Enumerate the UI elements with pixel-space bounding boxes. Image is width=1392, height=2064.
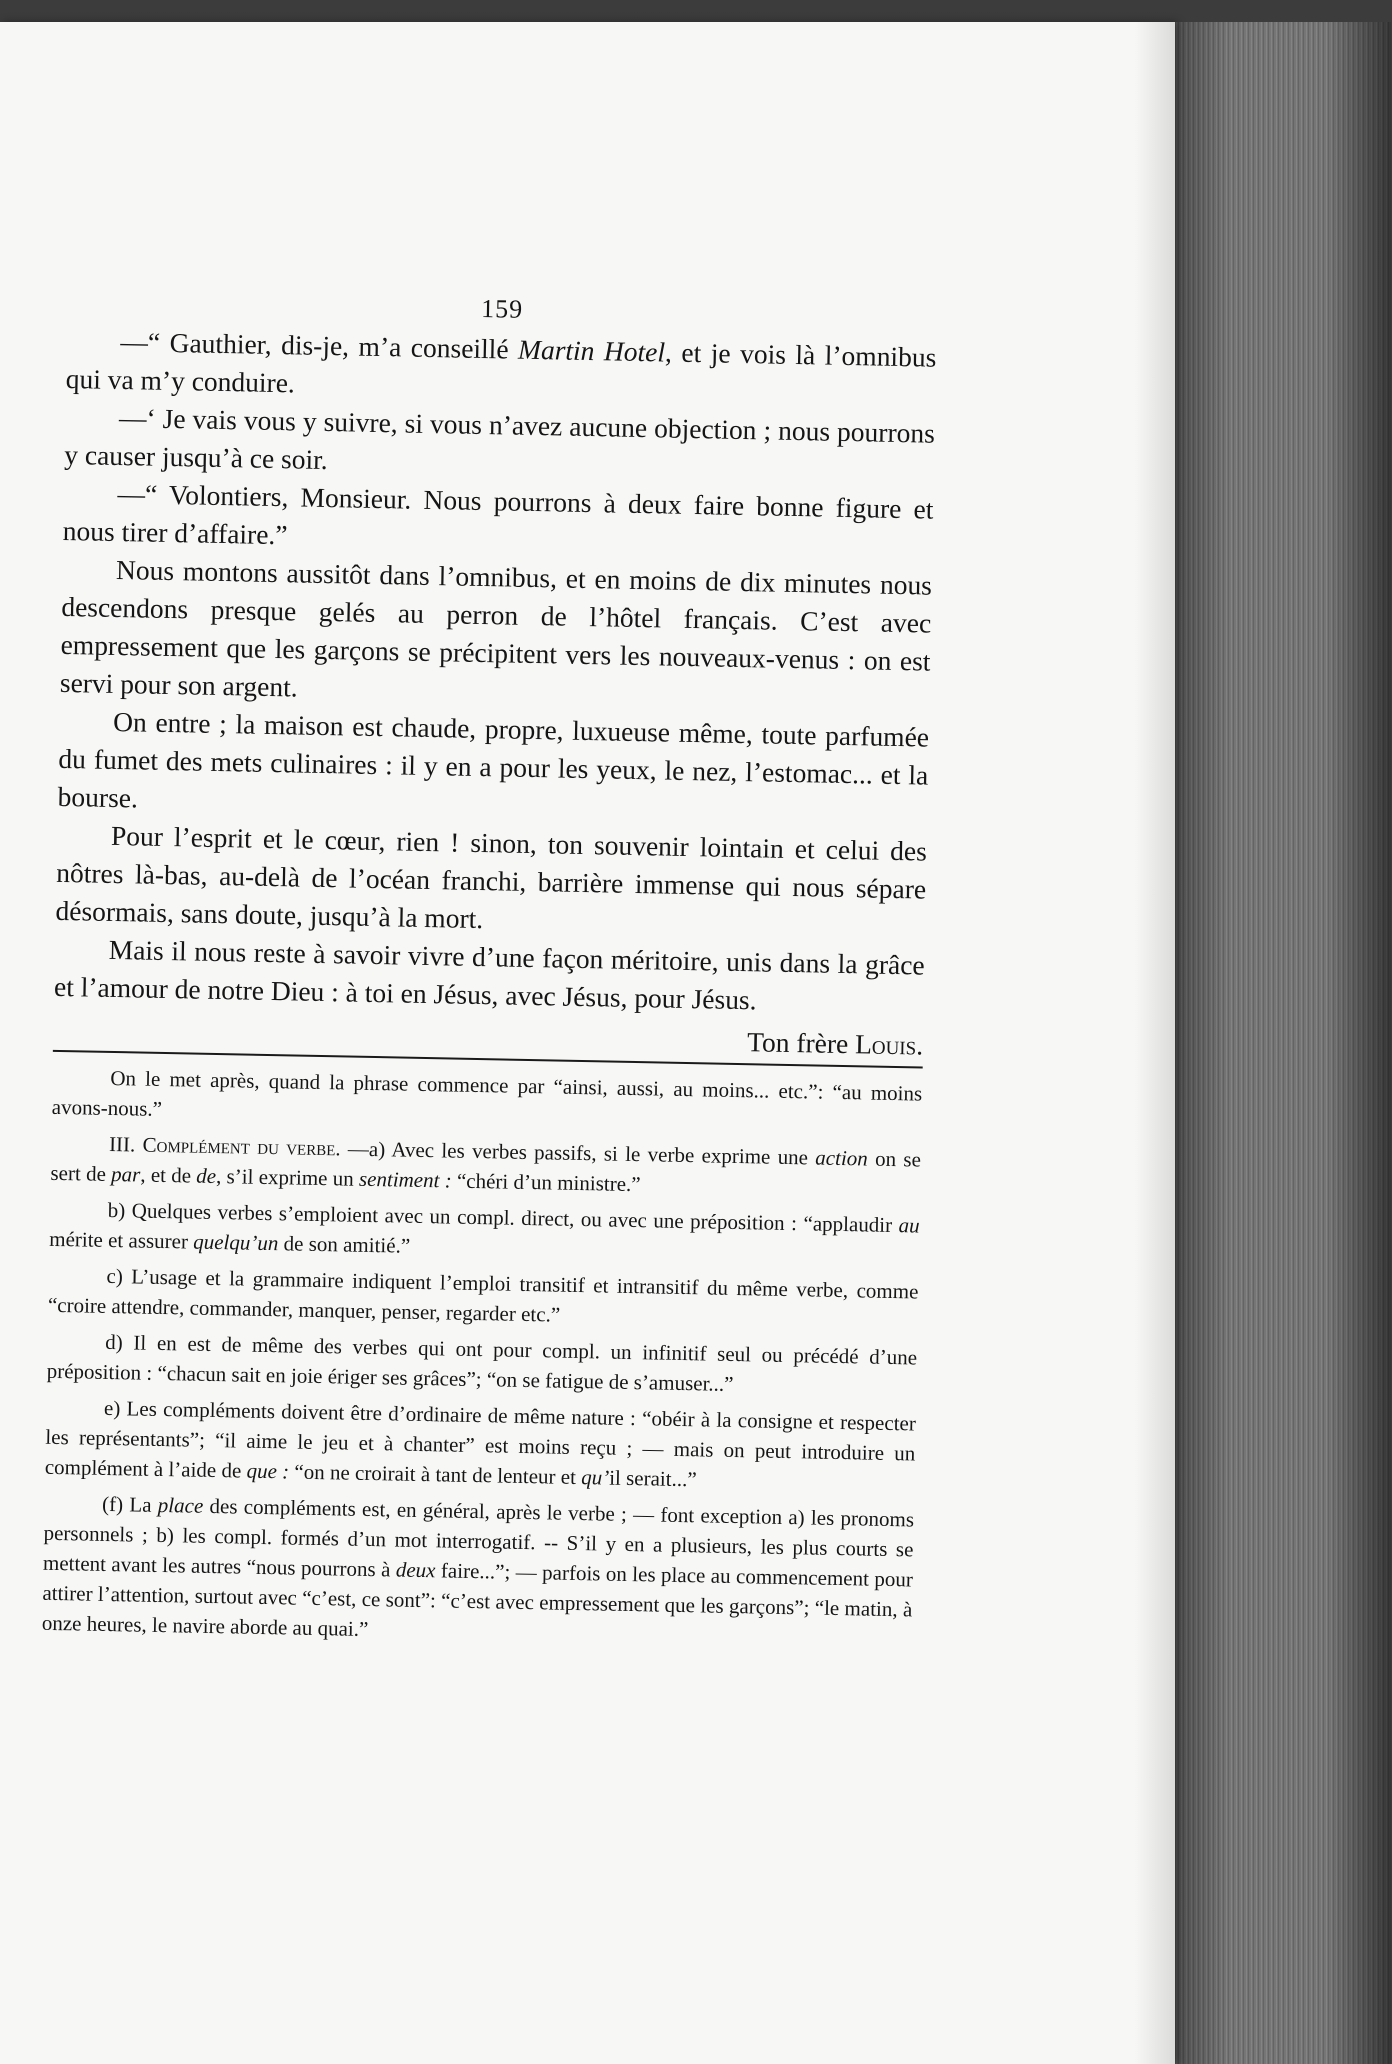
text-run: e) Les compléments doivent être d’ordinaire de même nature : “obéir à la consigne et respecter les représentants”; “il aime le jeu et à chanter” est moins reçu ; — mais on peut introduire un complément à l’aide de [44, 1395, 917, 1483]
note-paragraph-1 [51, 1062, 922, 1139]
text-run: III. [108, 1131, 143, 1157]
book-page [0, 22, 1175, 2064]
text-run: c) L’usage et la grammaire indiquent l’emploi transitif et intransitif du même verbe, comme “croire attendre, commander, manquer, penser, regarder etc.” [47, 1263, 919, 1327]
signature-prefix: Ton frère [746, 1026, 856, 1060]
page-number: 159 [480, 293, 524, 324]
text-run: , et de [140, 1162, 197, 1188]
text-run: d) Il en est de même des verbes qui ont pour compl. un infinitif seul ou précédé d’une préposition : “chacun sait en joie ériger ses grâces”; “on se fatigue de s’amuser...” [46, 1329, 918, 1396]
text-run: b) Quelques verbes s’emploient avec un compl. direct, ou avec une préposition : “applaudir [107, 1197, 899, 1238]
text-run: On le met après, quand la phrase commence par “ainsi, aussi, au moins... etc.”: “au moins avons-nous.” [51, 1065, 923, 1121]
text-run: On entre ; la maison est chaude, propre, luxueuse même, toute parfumée du fumet des mets culinaires : il y en a pour les yeux, le nez, l’estomac... et la bourse. [57, 705, 930, 814]
text-run: “on ne croirait à tant de lenteur et [288, 1459, 582, 1490]
letter-paragraph-5 [57, 702, 929, 833]
text-run: Mais il nous reste à savoir vivre d’une façon méritoire, unis dans la grâce et l’amour de notre Dieu : à toi en Jésus, avec Jésus, pour Jésus. [53, 933, 925, 1016]
italic-text: Martin Hotel [517, 333, 666, 368]
text-run: —“ Gauthier, dis-je, m’a conseillé [120, 326, 519, 365]
text-run: —a) Avec les verbes passifs, si le verbe exprime une [340, 1136, 816, 1170]
letter-paragraph-7 [54, 930, 925, 1023]
note-paragraph-7 [42, 1488, 915, 1655]
page-content [42, 262, 938, 1654]
text-run: on se sert de [50, 1146, 922, 1186]
italic-text: au [898, 1213, 920, 1238]
letter-text [54, 322, 937, 1023]
text-run: —“ Volontiers, Monsieur. Nous pourrons à deux faire bonne figure et nous tirer d’affaire.” [62, 477, 934, 551]
text-run: , s’il exprime un [215, 1164, 360, 1191]
italic-text: qu’ [580, 1465, 610, 1490]
text-run: il serait...” [608, 1465, 697, 1492]
letter-paragraph-6 [55, 816, 927, 947]
note-paragraph-3 [49, 1194, 920, 1271]
text-run: Complément du verbe. [142, 1132, 341, 1161]
text-run: Pour l’esprit et le cœur, rien ! sinon, ton souvenir lointain et celui des nôtres là-bas, au-delà de l’océan franchi, barrière immense qui nous sépare désormais, sans doute, jusqu’à la mort. [55, 819, 928, 935]
text-run: des compléments est, en général, après le verbe ; — font exception a) les pronoms personnels ; b) les compl. formés d’un mot interrogatif. -- S’il y en a plusieurs, les plus courts se mettent avant les autres “nous pourrons à [42, 1493, 915, 1582]
page-curl-shadow [1135, 22, 1175, 2064]
italic-text: quelqu’un [193, 1229, 279, 1256]
letter-paragraph-4 [60, 550, 933, 719]
text-run: Nous montons aussitôt dans l’omnibus, et en moins de dix minutes nous descendons presque gelés au perron de l’hôtel français. C’est avec empressement que les garçons se précipitent vers les nouveaux-venus : on est servi pour son argent. [59, 553, 933, 703]
text-run: faire...”; — parfois on les place au commencement pour attirer l’attention, surtout avec “c’est, ce sont”: “c’est avec empressement que les garçons”; “le matin, à onze heures, le navire aborde au quai.” [41, 1558, 914, 1642]
text-run: —‘ Je vais vous y suivre, si vous n’avez aucune objection ; nous pourrons y causer jusqu’à ce soir. [64, 402, 936, 476]
signature-name: Louis. [854, 1028, 924, 1061]
text-run: (f) La [101, 1491, 159, 1517]
italic-text: action [815, 1145, 869, 1171]
text-run: de son amitié.” [278, 1231, 411, 1258]
italic-text: de [196, 1163, 217, 1189]
italic-text: que : [246, 1458, 290, 1484]
note-paragraph-6 [45, 1392, 917, 1499]
note-paragraph-2 [50, 1128, 921, 1205]
italic-text: deux [395, 1557, 436, 1583]
note-paragraph-4 [48, 1260, 919, 1337]
book-edge-shadow [1175, 22, 1392, 2064]
note-paragraph-5 [46, 1326, 917, 1403]
italic-text: sentiment : [358, 1166, 452, 1193]
italic-text: par [110, 1161, 141, 1187]
grammar-notes [42, 1062, 923, 1655]
italic-text: place [157, 1492, 204, 1518]
text-run: , et je vois là l’omnibus qui va m’y conduire. [65, 336, 937, 399]
text-run: “chéri d’un ministre.” [451, 1168, 641, 1197]
text-run: mérite et assurer [49, 1226, 194, 1254]
